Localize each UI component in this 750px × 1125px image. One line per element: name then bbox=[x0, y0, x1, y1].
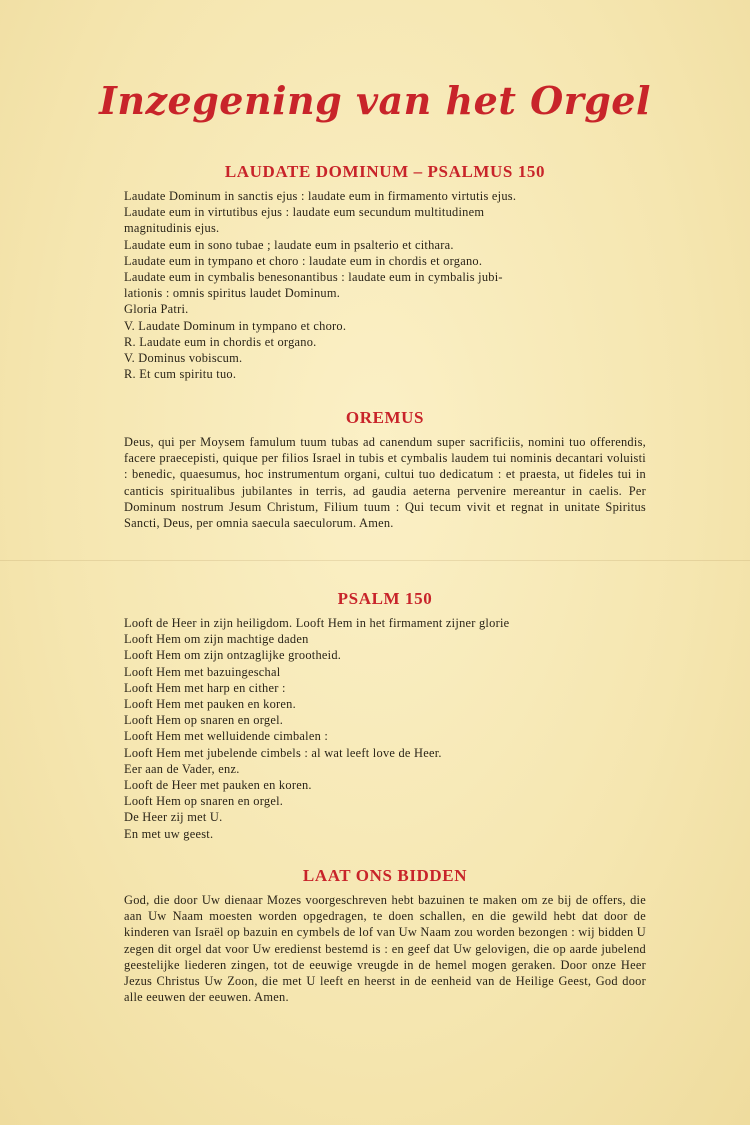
text-line: Laudate eum in sono tubae ; laudate eum in psalterio et cithara. bbox=[124, 237, 454, 252]
text-line: De Heer zij met U. bbox=[124, 810, 223, 825]
text-line: Laudate eum in virtutibus ejus : laudate eum secundum multitudinem bbox=[124, 205, 485, 220]
text-line: Looft Hem op snaren en orgel. bbox=[124, 713, 284, 728]
text-line: Looft Hem met harp en cither : bbox=[124, 680, 286, 695]
section-laudate-dominum bbox=[124, 162, 646, 382]
section-heading-oremus: OREMUS bbox=[345, 408, 425, 427]
text-line: Looft Hem om zijn ontzaglijke grootheid. bbox=[124, 648, 342, 663]
bidden-prayer-text: God, die door Uw dienaar Mozes voorgeschreven hebt bazuinen te maken om ze bij de offers, die aan Uw Naam moesten worden opgedragen, te doen schallen, en die gewild hebt dat door de kinderen van Israël op bazuin en cymbels de lof van Uw Naam zou worden bezongen : wij bidden U zegen dit orgel dat voor Uw eredienst bestemd is : en geef dat Uw gelovigen, die op aarde jubelend geestelijke liederen zingen, tot de eeuwige vreugde in de hemel mogen geraken. Door onze Heer Jezus Christus Uw Zoon, die met U leeft en heerst in de eenheid van de Heilige Geest, God door alle eeuwen der eeuwen. Amen. bbox=[124, 893, 646, 1005]
section-oremus bbox=[124, 408, 646, 531]
text-line: Looft Hem met pauken en koren. bbox=[124, 697, 296, 712]
text-line: Laudate eum in tympano et choro : laudate eum in chordis et organo. bbox=[124, 253, 483, 268]
text-line: Looft Hem met bazuingeschal bbox=[124, 664, 281, 679]
section-heading-laudate: LAUDATE DOMINUM – PSALMUS 150 bbox=[224, 162, 546, 181]
text-line: Looft Hem op snaren en orgel. bbox=[124, 794, 284, 809]
text-line: R. Laudate eum in chordis et organo. bbox=[124, 334, 317, 349]
text-line: En met uw geest. bbox=[124, 826, 214, 841]
page-title: Inzegening van het Orgel bbox=[99, 78, 651, 123]
text-line: Looft Hem om zijn machtige daden bbox=[124, 632, 309, 647]
oremus-prayer-text: Deus, qui per Moysem famulum tuum tubas ad canendum super sacrificiis, nomini tuo offerendis, facere praecepisti, quique per filios Israel in tubis et cymbalis laudem tui nominis decantari voluisti : benedic, quaesumus, hoc instrumentum organi, cultui tuo dedicatum : et praesta, ut fideles tui in canticis spiritualibus jubilantes in terris, ad gaudia aeterna pervenire mereantur in caelis. Per Dominum nostrum Jesum Christum, Filium tuum : Qui tecum vivit et regnat in unitate Spiritus Sancti, Deus, per omnia saecula saeculorum. Amen. bbox=[124, 435, 646, 531]
text-line: Looft de Heer in zijn heiligdom. Looft Hem in het firmament zijner glorie bbox=[124, 616, 510, 630]
text-line: V. Dominus vobiscum. bbox=[124, 351, 243, 366]
text-line: Laudate eum in cymbalis benesonantibus : laudate eum in cymbalis jubi- bbox=[124, 270, 503, 285]
text-line: magnitudinis ejus. bbox=[124, 221, 220, 236]
text-line: R. Et cum spiritu tuo. bbox=[124, 367, 237, 382]
text-line: Eer aan de Vader, enz. bbox=[124, 761, 240, 776]
text-line: lationis : omnis spiritus laudet Dominum. bbox=[124, 286, 341, 301]
text-line: Laudate Dominum in sanctis ejus : laudate eum in firmamento virtutis ejus. bbox=[124, 189, 517, 203]
text-line: Looft Hem met jubelende cimbels : al wat leeft love de Heer. bbox=[124, 745, 442, 760]
text-line: Looft de Heer met pauken en koren. bbox=[124, 778, 312, 793]
laudate-lines bbox=[124, 188, 646, 382]
text-line: Looft Hem met welluidende cimbalen : bbox=[124, 729, 329, 744]
paper-fold-line bbox=[0, 560, 750, 561]
section-heading-psalm: PSALM 150 bbox=[337, 589, 433, 608]
section-psalm-150 bbox=[124, 589, 646, 842]
psalm-lines bbox=[124, 615, 646, 842]
text-line: V. Laudate Dominum in tympano et choro. bbox=[124, 318, 347, 333]
text-line: Gloria Patri. bbox=[124, 302, 189, 317]
section-laat-ons-bidden bbox=[124, 866, 646, 1005]
section-heading-bidden: LAAT ONS BIDDEN bbox=[302, 866, 468, 885]
